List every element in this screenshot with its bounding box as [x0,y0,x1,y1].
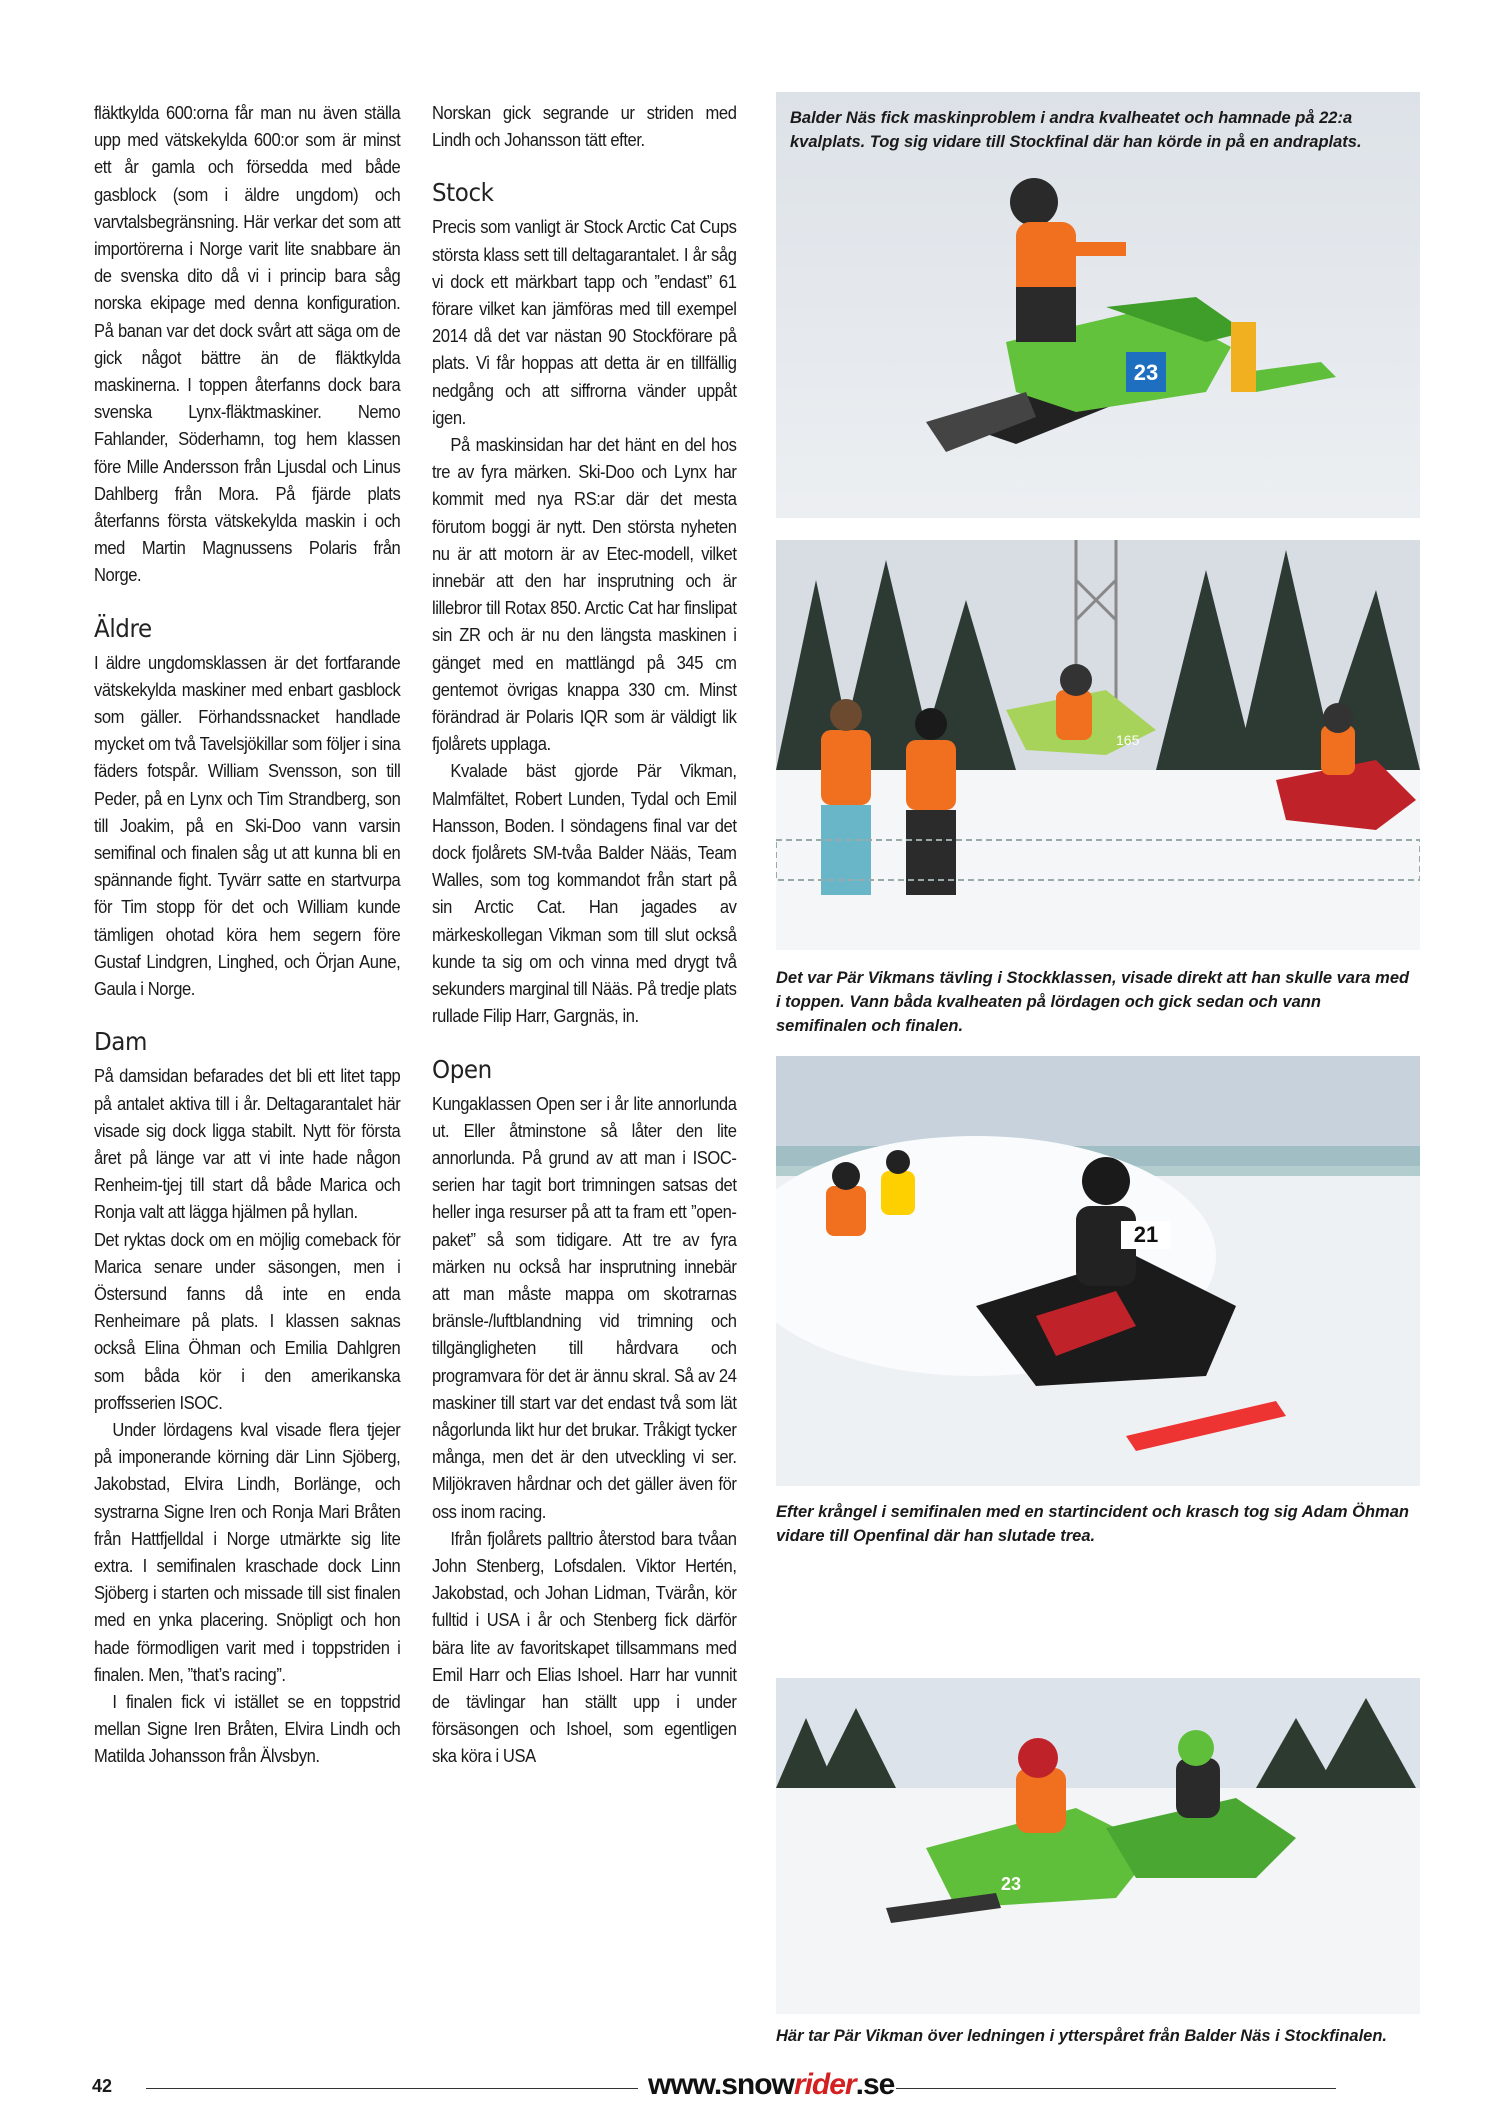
footer-rule-right [896,2088,1336,2089]
paragraph: I äldre ungdomsklassen är det fortfarande vätskekylda maskiner med enbart gasblock som gäller. Förhandssnacket handlade mycket om två Tavelsjökillar som följer i sina fäders fotspår. William Svensson, son till Peder, på en Lynx och Tim Strandberg, son till Joakim, på en Ski-Doo vann varsin semifinal och finalen såg ut att kunna bli en spännande fight. Tyvärr satte en startvurpa för Tim stopp för det och William kunde tämligen ohotad köra hem segern före Gustaf Lindgren, Linghed, och Örjan Aune, Gaula i Norge. [94,652,401,1000]
section-heading-stock: Stock [432,178,494,208]
logo-brand: rider [793,2068,856,2101]
paragraph: fläktkylda 600:orna får man nu även ställa upp med vätskekylda 600:or som är minst ett år gamla och försedda med både gasblock (som i äldre ungdom) och varvtalsbegränsning. Här verkar det som att importörerna i Norge varit lite snabbare än de svenska dito då vi i princip bara såg norska ekipage med denna konfiguration. På banan var det dock svårt att säga om de gick något bättre än de fläktkylda maskinerna. I toppen återfanns dock bara svenska Lynx-fläktmaskiner. Nemo Fahlander, Söderhamn, tog hem klassen före Mille Andersson från Ljusdal och Linus Dahlberg från Mora. På fjärde plats återfanns första vätskekylda maskin i och med Martin Magnussens Polaris från Norge. [94,103,401,586]
paragraph: På maskinsidan har det hänt en del hos tre av fyra märken. Ski-Doo och Lynx har kommit med nya RS:ar där det mesta förutom boggi är nytt. Den största nyheten nu är att motorn är av Etec-modell, vilket innebär att den har insprutning och är lillebror till Rotax 850. Arctic Cat har finslipat sin ZR och är nu den längsta maskinen i gänget med en mattlängd på 345 cm gentemot övrigas knappa 330 cm. Minst förändrad är Polaris IQR som är väldigt lik fjolårets upplaga. [432,435,737,755]
paragraph: Kvalade bäst gjorde Pär Vikman, Malmfältet, Robert Lunden, Tydal och Emil Hansson, Boden. I söndagens final var det dock fjolårets SM-tvåa Balder Nääs, Team Walles, som tog kommandot från start på sin Arctic Cat. Han jagades av märkeskollegan Vikman som till slut också kunde ta sig om och vinna med drygt två sekunders marginal till Nääs. På tredje plats rullade Filip Harr, Gargnäs, in. [432,761,737,1027]
paragraph: Kungaklassen Open ser i år lite annorlunda ut. Eller åtminstone så låter den lite annorlunda. På grund av att man i ISOC-serien har tagit bort trimningen satsas det heller inga resurser på att ta fram ett ”open-paket” så som tidigare. Att tre av fyra märken nu också har insprutning innebär att man måste mappa om skotrarnas bränsle-/luftblandning vid trimning och tillgängligheten till hårdvara och programvara för det är ännu skral. Så av 24 maskiner till start var det endast två som lät någorlunda likt hur det brukar. Tråkigt tycker många, men det är den utveckling vi ser. Miljökraven hårdnar och det gäller även för oss inom racing. [432,1093,737,1522]
article-column-2 [432,100,737,1771]
intro-paragraphs [94,100,400,590]
svg-text:165: 165 [1116,732,1140,748]
paragraph: Ifrån fjolårets palltrio återstod bara tvåan John Stenberg, Lofsdalen. Viktor Hertén, Jakobstad, och Johan Lidman, Tvärån, kör fulltid i USA i år och Stenberg fick därför bära lite av favoritskapet tillsammans med Emil Harr och Elias Ishoel. Harr har vunnit de tävlingar han ställt upp i under försäsongen och Ishoel, som egentligen ska köra i USA [432,1528,737,1767]
svg-text:21: 21 [1133,1222,1159,1247]
photo-jumping-snowmobile [776,92,1420,518]
logo-suffix: .se [855,2068,895,2101]
logo-prefix: www.snow [648,2068,794,2101]
stock-final-illustration [776,1678,1420,2014]
photo-open-race [776,1056,1420,1486]
open-race-illustration [776,1056,1420,1486]
caption-photo-2: Det var Pär Vikmans tävling i Stockklassen, visade direkt att han skulle vara med i toppen. Vann båda kvalheaten på lördagen och gick sedan och vann semifinalen och finalen. [776,969,1410,1035]
paragraph: Det ryktas dock om en möjlig comeback för Marica senare under säsongen, men i Östersund fanns då inte en enda Renheimare på plats. I klassen saknas också Elina Öhman och Emilia Dahlgren som båda kör i den amerikanska proffsserien ISOC. [94,1229,401,1413]
paragraph: Norskan gick segrande ur striden med Lindh och Johansson tätt efter. [432,103,737,151]
svg-text:23: 23 [1133,360,1159,385]
footer-rule-left [146,2088,638,2089]
stock-race-illustration [776,540,1420,950]
snowmobile-jump-illustration [776,92,1420,518]
photo-stock-race [776,540,1420,950]
photo-stock-final [776,1678,1420,2014]
section-heading-dam: Dam [94,1027,147,1057]
site-logo [648,2068,894,2102]
caption-photo-1: Balder Näs fick maskinproblem i andra kvalheatet och hamnade på 22:a kvalplats. Tog sig vidare till Stockfinal där han körde in på en andraplats. [790,109,1362,151]
paragraph: Precis som vanligt är Stock Arctic Cat Cups största klass sett till deltagarantalet. I år såg vi dock ett märkbart tapp och ”endast” 61 förare vilket kan jämföras med till exempel 2014 då det var nästan 90 Stockförare på plats. Vi får hoppas att detta är en tillfällig nedgång och att siffrorna vänder uppåt igen. [432,217,737,428]
paragraph: I finalen fick vi istället se en toppstrid mellan Signe Iren Bråten, Elvira Lindh och Matilda Johansson från Älvsbyn. [94,1691,401,1767]
paragraph: Under lördagens kval visade flera tjejer på imponerande körning där Linn Sjöberg, Jakobstad, Elvira Lindh, Borlänge, och systrarna Signe Iren och Ronja Mari Bråten från Hattfjelldal i Norge utmärkte sig lite extra. I semifinalen kraschade dock Linn Sjöberg i starten och missade till sist finalen med en ynka placering. Snöpligt och hon hade förmodligen varit med i toppstriden i finalen. Men, ”that’s racing”. [94,1419,401,1685]
page-number: 42 [92,2076,113,2096]
svg-text:23: 23 [1001,1874,1022,1894]
caption-photo-3: Efter krångel i semifinalen med en startincident och krasch tog sig Adam Öhman vidare till Openfinal där han slutade trea. [776,1503,1409,1545]
caption-photo-4: Här tar Pär Vikman över ledningen i ytterspåret från Balder Näs i Stockfinalen. [776,2027,1388,2045]
section-heading-open: Open [432,1054,492,1084]
paragraph: På damsidan befarades det bli ett litet tapp på antalet aktiva till i år. Deltagarantalet här visade sig dock ligga stabilt. Nytt för första året på länge var att vi inte hade någon Renheim-tjej till start då både Marica och Ronja valt att lägga hjälmen på hyllan. [94,1066,401,1223]
section-heading-aldre: Äldre [94,613,152,643]
article-column-1 [94,100,400,1771]
